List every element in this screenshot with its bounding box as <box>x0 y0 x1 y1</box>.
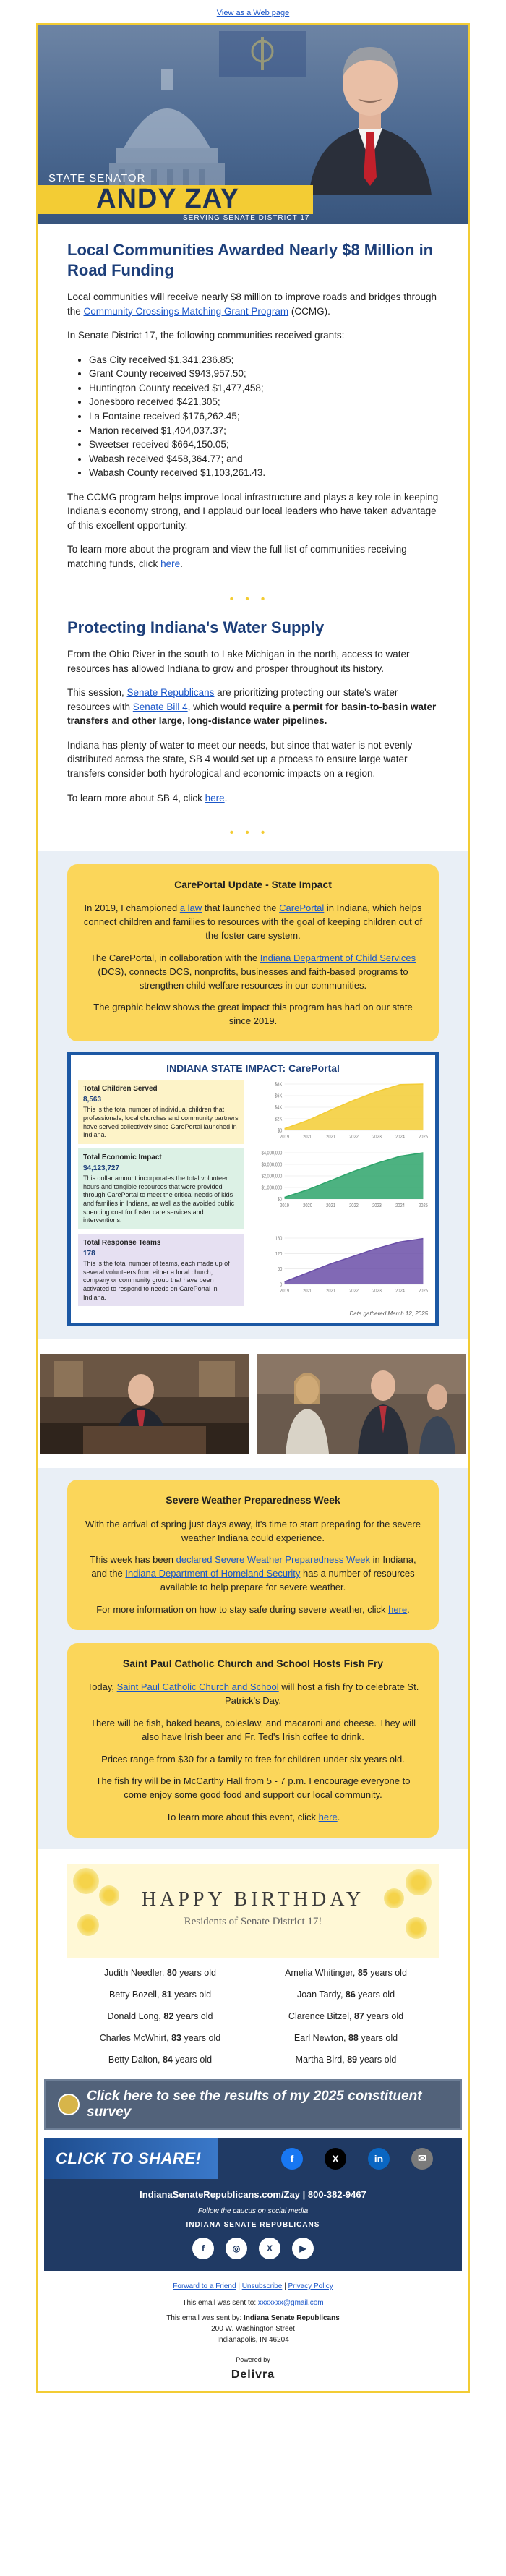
careportal-box <box>67 864 439 1041</box>
fishfry-p3: Prices range from $30 for a family to free for children under six years old. <box>101 1753 405 1765</box>
water-p2-text: , which would <box>187 701 249 712</box>
infographic-metric <box>78 1148 244 1229</box>
careportal-heading: CarePortal Update - State Impact <box>174 879 332 891</box>
metric-value: 178 <box>83 1250 95 1258</box>
legal-footer <box>38 2271 468 2392</box>
grant-item: • La Fontaine received $176,262.45; <box>89 409 439 424</box>
chart-y-tick: $0 <box>277 1196 283 1203</box>
chart-y-tick: $6K <box>275 1093 283 1099</box>
grant-list <box>67 353 439 480</box>
birthday-age: 88 <box>348 2032 359 2043</box>
footer-dark <box>44 2179 462 2271</box>
metric-value: 8,563 <box>83 1096 102 1104</box>
grant-item: • Sweetser received $664,150.05; <box>89 438 439 452</box>
school-event-photo <box>257 1354 466 1454</box>
water-heading: Protecting Indiana's Water Supply <box>67 618 325 636</box>
chart-x-tick: 2021 <box>326 1288 335 1295</box>
footer-contact <box>51 2189 455 2200</box>
x-icon[interactable]: X <box>259 2238 280 2259</box>
legal-links: Forward to a Friend | Unsubscribe | Privacy Policy <box>173 2282 333 2290</box>
birthday-entry: Charles McWhirt, 83 years old <box>99 2032 221 2043</box>
metric-area-chart <box>250 1148 428 1211</box>
water-here-link[interactable]: here <box>205 792 225 803</box>
birthday-list <box>38 1958 468 2079</box>
metric-chart <box>250 1080 428 1142</box>
birthday-age-suffix: years old <box>176 1967 216 1978</box>
recipient-email[interactable]: xxxxxxx@gmail.com <box>257 2298 324 2307</box>
chart-y-tick: $2,000,000 <box>261 1173 283 1180</box>
senator-name: ANDY ZAY <box>96 184 240 214</box>
header-banner <box>38 25 468 224</box>
ccg-intro <box>67 290 439 318</box>
share-row <box>44 2138 462 2179</box>
birthday-person-name: Amelia Whitinger <box>285 1967 353 1978</box>
photo-row <box>38 1339 468 1468</box>
birthday-person-name: Martha Bird <box>295 2054 343 2065</box>
state-seal-icon <box>58 2094 80 2115</box>
metric-description: This is the total number of teams, each made up of several volunteers from either a local church, company or community group that have been activated to respond to needs on CarePortal in Indiana. <box>83 1260 230 1301</box>
birthday-entry: Betty Bozell, 81 years old <box>108 1989 212 2000</box>
saint-paul-link[interactable]: Saint Paul Catholic Church and School <box>116 1681 279 1693</box>
sent-to-line <box>38 2298 468 2308</box>
footer-phone: 800-382-9467 <box>307 2188 366 2200</box>
birthday-age: 84 <box>162 2054 173 2065</box>
chart-y-tick: 60 <box>277 1266 283 1273</box>
forward-link[interactable]: Forward to a Friend <box>173 2282 236 2290</box>
birthday-age-suffix: years old <box>358 2032 398 2043</box>
birthday-subtitle: Residents of Senate District 17! <box>184 1915 322 1927</box>
chart-x-tick: 2021 <box>326 1134 335 1140</box>
birthday-age: 87 <box>353 2010 364 2021</box>
metric-description: This dollar amount incorporates the total volunteer hours and tangible resources that were provided through CarePortal to meet the critical needs of kids and families in Indiana, as well as the avoided public spending cost for foster care services and interventions. <box>83 1174 235 1224</box>
grant-item: • Gas City received $1,341,236.85; <box>89 353 439 367</box>
header-title: STATE SENATOR <box>48 172 146 184</box>
chart-x-tick: 2022 <box>349 1134 359 1140</box>
birthday-entry: Judith Needler, 80 years old <box>104 1967 216 1978</box>
ccg-more <box>67 542 439 571</box>
weather-text: in Indiana, and the <box>91 1554 416 1579</box>
birthday-banner <box>67 1864 439 1958</box>
survey-banner[interactable] <box>44 2079 462 2130</box>
birthday-entry: Martha Bird, 89 years old <box>295 2054 397 2065</box>
cp-text: In 2019, I championed <box>84 903 180 914</box>
chart-x-tick: 2025 <box>419 1203 428 1209</box>
weather-text: . <box>407 1604 410 1615</box>
infographic-row <box>78 1080 428 1144</box>
chart-y-tick: $0 <box>277 1128 283 1134</box>
address-line-1: 200 W. Washington Street <box>211 2324 295 2333</box>
metric-chart <box>250 1148 428 1211</box>
careportal-infographic <box>67 1052 439 1326</box>
chart-x-tick: 2024 <box>395 1203 405 1209</box>
spacer <box>38 2384 468 2391</box>
metric-area-chart <box>250 1234 428 1296</box>
ccg-lead: In Senate District 17, the following communities received grants: <box>67 330 345 341</box>
birthday-age-suffix: years old <box>171 1989 212 2000</box>
sent-by-line <box>38 2313 468 2324</box>
water-p2-bold: require a permit for basin-to-basin water transfers and other large, long-distance water pipelines. <box>67 701 437 727</box>
ccg-intro-tail: (CCMG). <box>288 305 330 317</box>
chart-y-tick: 180 <box>275 1236 283 1242</box>
section-divider: ••• <box>229 592 277 605</box>
infographic-metric <box>78 1234 244 1306</box>
birthday-age-suffix: years old <box>181 2032 221 2043</box>
fishfry-p4: The fish fry will be in McCarthy Hall from 5 - 7 p.m. I encourage everyone to come enjoy some good food and support our local community. <box>95 1775 411 1801</box>
birthday-banner-text <box>67 1888 439 1928</box>
fishfry-heading: Saint Paul Catholic Church and School Hosts Fish Fry <box>122 1657 384 1669</box>
water-more <box>67 791 439 806</box>
chart-y-tick: $4,000,000 <box>261 1150 283 1156</box>
chart-y-tick: $8K <box>275 1082 283 1088</box>
ccg-heading: Local Communities Awarded Nearly $8 Million in Road Funding <box>67 241 434 279</box>
birthday-age-suffix: years old <box>355 1989 395 2000</box>
birthday-entry: Donald Long, 82 years old <box>107 2010 213 2021</box>
survey-text: Click here to see the results of my 2025 constituent survey <box>87 2088 422 2120</box>
cp-text: (DCS), connects DCS, nonprofits, businesses and faith-based programs to strengthen child welfare resources in our communities. <box>98 965 408 991</box>
birthday-person-name: Donald Long <box>107 2010 159 2021</box>
share-cta: CLICK TO SHARE! <box>44 2138 218 2179</box>
weather-p2 <box>83 1553 423 1595</box>
fishfry-text: To learn more about this event, click <box>166 1812 319 1823</box>
careportal-link[interactable]: CarePortal <box>279 903 325 914</box>
chart-area-series <box>285 1239 424 1284</box>
facebook-share-icon[interactable]: f <box>281 2148 303 2170</box>
fishfry-here-link[interactable]: here <box>318 1812 338 1823</box>
chart-x-tick: 2020 <box>303 1288 312 1295</box>
grant-item: • Wabash received $458,364.77; and <box>89 452 439 466</box>
senate-floor-photo <box>40 1354 249 1454</box>
infographic-source: Data gathered March 12, 2025 <box>349 1310 428 1318</box>
careportal-p2 <box>83 952 423 993</box>
chart-y-tick: 0 <box>280 1282 283 1288</box>
chart-x-tick: 2020 <box>303 1203 312 1209</box>
chart-x-tick: 2019 <box>280 1288 289 1295</box>
infographic-row <box>78 1148 428 1229</box>
spacer <box>38 1849 468 1864</box>
ccg-more-tail: . <box>180 558 183 569</box>
weather-heading: Severe Weather Preparedness Week <box>166 1494 340 1506</box>
birthday-age-suffix: years old <box>367 1967 407 1978</box>
birthday-entry: Betty Dalton, 84 years old <box>108 2054 213 2065</box>
ccg-intro-text: Local communities will receive nearly $8 million to improve roads and bridges through the <box>67 291 437 317</box>
fishfry-text: will host a fish fry to celebrate St. Patrick's Day. <box>224 1681 419 1706</box>
fishfry-text: Today, <box>87 1681 117 1693</box>
birthday-age-suffix: years old <box>172 2054 213 2065</box>
share-icons <box>281 2148 462 2170</box>
youtube-icon[interactable]: ▶ <box>292 2238 314 2259</box>
chart-x-tick: 2021 <box>326 1203 335 1209</box>
weather-here-link[interactable]: here <box>388 1604 408 1615</box>
birthday-person-name: Clarence Bitzel <box>288 2010 349 2021</box>
grant-item: • Jonesboro received $421,305; <box>89 395 439 409</box>
powered-by: Powered by <box>236 2355 270 2363</box>
chart-x-tick: 2024 <box>395 1288 405 1295</box>
preparedness-week-link[interactable]: Severe Weather Preparedness Week <box>215 1554 370 1566</box>
infographic-rows <box>78 1080 428 1306</box>
chart-x-tick: 2023 <box>372 1288 382 1295</box>
birthday-person-name: Betty Dalton <box>108 2054 158 2065</box>
senator-portrait <box>301 25 439 195</box>
chart-y-tick: $2K <box>275 1117 283 1122</box>
water-p2 <box>67 686 439 728</box>
birthday-entry: Amelia Whitinger, 85 years old <box>285 1967 407 1978</box>
school-event-photo-art <box>257 1354 466 1454</box>
birthday-age: 89 <box>347 2054 358 2065</box>
birthday-age: 80 <box>166 1967 177 1978</box>
box-spacer <box>67 1630 439 1643</box>
weather-p1: With the arrival of spring just days away, it's time to start preparing for the severe weather Indiana could experience. <box>85 1518 421 1543</box>
birthday-person-name: Charles McWhirt <box>99 2032 167 2043</box>
ccg-more-text: To learn more about the program and view the full list of communities receiving matching funds, click <box>67 544 407 569</box>
weather-box <box>67 1480 439 1629</box>
unsubscribe-link[interactable]: Unsubscribe <box>241 2282 283 2290</box>
ccg-section <box>38 224 468 589</box>
sender-name: Indiana Senate Republicans <box>243 2313 340 2322</box>
footer-social-icons <box>51 2238 455 2259</box>
chart-x-tick: 2024 <box>395 1134 405 1140</box>
birthday-age: 85 <box>357 1967 368 1978</box>
grant-item: • Grant County received $943,957.50; <box>89 367 439 381</box>
top-bar <box>0 0 506 23</box>
fishfry-p1 <box>83 1681 423 1708</box>
chart-x-tick: 2022 <box>349 1203 359 1209</box>
declared-link[interactable]: declared <box>176 1554 213 1566</box>
chart-y-tick: $1,000,000 <box>261 1185 283 1191</box>
grant-item: • Marion received $1,404,037.37; <box>89 424 439 438</box>
water-p3: Indiana has plenty of water to meet our needs, but since that water is not evenly distributed across the state, SB 4 would set up a process to ensure large water transfers consider both hydrological and economic impacts on a region. <box>67 739 413 779</box>
grant-item: • Huntington County received $1,477,458; <box>89 381 439 396</box>
cp-text: The CarePortal, in collaboration with the <box>90 952 260 963</box>
ccg-para2: The CCMG program helps improve local infrastructure and plays a key role in keeping Indiana's economy strong, and I applaud our local leaders who have taken advantage of this excellent opportunity. <box>67 491 439 531</box>
water-more-tail: . <box>224 792 228 803</box>
careportal-p1 <box>83 902 423 943</box>
chart-x-tick: 2025 <box>419 1288 428 1295</box>
facebook-icon[interactable]: f <box>192 2238 214 2259</box>
birthday-person-name: Betty Bozell <box>108 1989 157 2000</box>
dhs-link[interactable]: Indiana Department of Homeland Security <box>125 1568 301 1579</box>
weather-p3 <box>83 1603 423 1617</box>
metric-chart <box>250 1234 428 1296</box>
birthday-person-name: Earl Newton <box>293 2032 344 2043</box>
ccmg-program-link[interactable]: Community Crossings Matching Grant Program <box>83 305 289 317</box>
birthday-person-name: Judith Needler <box>104 1967 162 1978</box>
footer-follow: Follow the caucus on social media <box>197 2206 309 2215</box>
section-divider: ••• <box>229 827 277 840</box>
caucus-logo: INDIANA SENATE REPUBLICANS <box>186 2220 320 2229</box>
metric-label: Total Children Served <box>83 1085 158 1093</box>
birthday-age-suffix: years old <box>364 2010 404 2021</box>
birthday-age: 82 <box>163 2010 174 2021</box>
careportal-p3: The graphic below shows the great impact this program has had on our state since 2019. <box>93 1002 413 1027</box>
water-p1: From the Ohio River in the south to Lake Michigan in the north, access to water resources has allowed Indiana to grow and prosper throughout its history. <box>67 649 410 674</box>
senate-floor-photo-art <box>40 1354 249 1454</box>
instagram-icon[interactable]: ◎ <box>226 2238 247 2259</box>
newsletter-card <box>36 23 470 2393</box>
cp-text: in Indiana, which helps connect children and families to resources with the goal of keeping children out of the foster care system. <box>83 903 423 942</box>
cp-text: that launched the <box>202 903 280 914</box>
birthday-person-name: Joan Tardy <box>296 1989 340 2000</box>
footer-separator: | <box>302 2188 306 2200</box>
birthday-age: 86 <box>345 1989 356 2000</box>
weather-text: This week has been <box>90 1554 176 1566</box>
senate-republicans-link[interactable]: Senate Republicans <box>126 687 215 699</box>
a-law-link[interactable]: a law <box>179 903 202 914</box>
delivra-logo[interactable]: Delivra <box>231 2368 275 2381</box>
events-band <box>38 1468 468 1848</box>
metric-description: This is the total number of individual children that professionals, local churches and community partners have served collectively since CarePortal launched in Indiana. <box>83 1106 239 1139</box>
fishfry-p2: There will be fish, baked beans, coleslaw, and macaroni and cheese. They will also have Irish beer and Fr. Ted's Irish coffee to drink. <box>90 1717 416 1742</box>
water-section <box>38 618 468 823</box>
senate-bill-4-link[interactable]: Senate Bill 4 <box>132 701 188 712</box>
chart-x-tick: 2023 <box>372 1203 382 1209</box>
metric-area-chart <box>250 1080 428 1142</box>
footer-site-link[interactable]: IndianaSenateRepublicans.com/Zay <box>140 2188 300 2200</box>
privacy-link[interactable]: Privacy Policy <box>288 2282 333 2290</box>
birthday-age: 81 <box>161 1989 172 2000</box>
birthday-entry: Clarence Bitzel, 87 years old <box>288 2010 404 2021</box>
birthday-entry: Earl Newton, 88 years old <box>293 2032 398 2043</box>
chart-x-tick: 2025 <box>419 1134 428 1140</box>
metric-label: Total Economic Impact <box>83 1153 162 1161</box>
birthday-entry: Joan Tardy, 86 years old <box>296 1989 395 2000</box>
chart-x-tick: 2022 <box>349 1288 359 1295</box>
fishfry-box <box>67 1643 439 1838</box>
weather-text: has a number of resources available to help prepare for severe weather. <box>160 1568 415 1593</box>
water-p2-text: are prioritizing protecting our state's water resources with <box>67 687 398 712</box>
metric-value: $4,123,727 <box>83 1164 120 1172</box>
chart-x-tick: 2019 <box>280 1134 289 1140</box>
sent-by-label: This email was sent by: <box>166 2313 244 2322</box>
chart-y-tick: 120 <box>275 1251 283 1258</box>
weather-text: For more information on how to stay safe during severe weather, click <box>96 1604 389 1615</box>
chart-x-tick: 2023 <box>372 1134 382 1140</box>
chart-x-tick: 2020 <box>303 1134 312 1140</box>
birthday-age: 83 <box>171 2032 182 2043</box>
survey-banner-link[interactable] <box>38 2079 468 2130</box>
serving-line: SERVING SENATE DISTRICT 17 <box>183 214 310 222</box>
birthday-title: HAPPY BIRTHDAY <box>141 1888 365 1911</box>
metric-label: Total Response Teams <box>83 1239 161 1248</box>
name-panel <box>38 174 317 224</box>
dcs-link[interactable]: Indiana Department of Child Services <box>260 952 416 963</box>
birthday-age-suffix: years old <box>173 2010 213 2021</box>
x-share-icon[interactable]: X <box>325 2148 346 2170</box>
birthday-age-suffix: years old <box>357 2054 397 2065</box>
linkedin-share-icon[interactable]: in <box>368 2148 390 2170</box>
infographic-row <box>78 1234 428 1306</box>
fishfry-p5 <box>83 1811 423 1825</box>
infographic-metric <box>78 1080 244 1144</box>
email-share-icon[interactable]: ✉ <box>411 2148 433 2170</box>
chart-x-tick: 2019 <box>280 1203 289 1209</box>
address-line-2: Indianapolis, IN 46204 <box>217 2335 289 2344</box>
sent-to-label: This email was sent to: <box>182 2298 258 2307</box>
view-web-link[interactable]: View as a Web page <box>216 9 290 17</box>
ccg-here-link[interactable]: here <box>160 558 181 569</box>
infographic-title: INDIANA STATE IMPACT: CarePortal <box>166 1062 340 1075</box>
chart-y-tick: $4K <box>275 1105 283 1111</box>
chart-y-tick: $3,000,000 <box>261 1161 283 1168</box>
water-p2-text: This session, <box>67 687 127 699</box>
careportal-band <box>38 851 468 1339</box>
grant-item: • Wabash County received $1,103,261.43. <box>89 466 439 480</box>
fishfry-text: . <box>337 1812 340 1823</box>
water-more-text: To learn more about SB 4, click <box>67 792 205 803</box>
